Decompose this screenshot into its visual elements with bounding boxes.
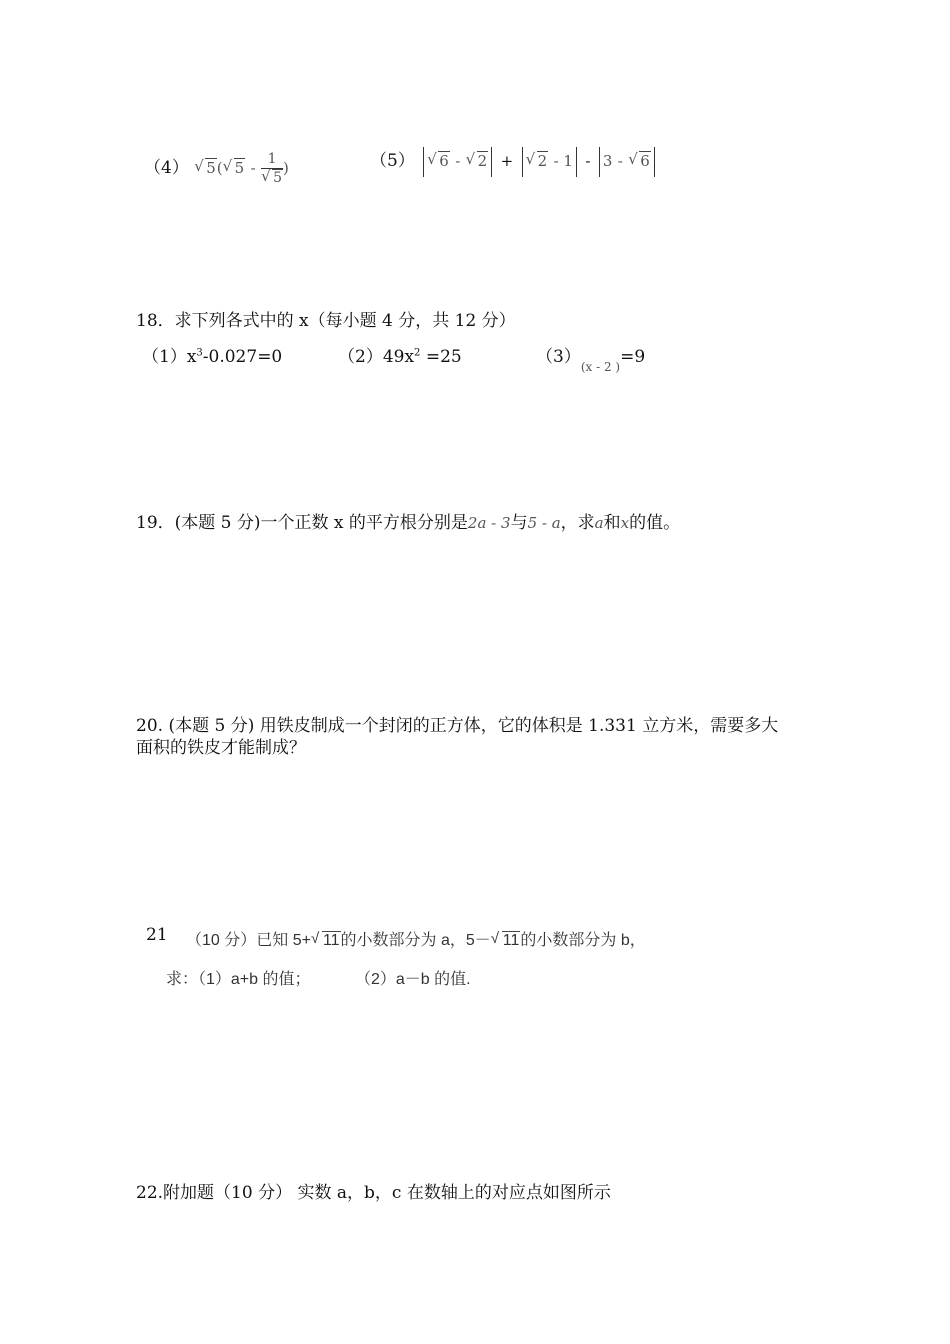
q17-part4-minus: - bbox=[250, 159, 256, 177]
q21-line1 bbox=[186, 927, 646, 950]
q17-part4-label: （4） bbox=[144, 158, 189, 178]
sqrt-6: √ 6 bbox=[628, 152, 651, 170]
q21-line2: 求：（1）a+b 的值； （2）a－b 的值. bbox=[166, 971, 471, 988]
q18-part3 bbox=[536, 342, 646, 374]
sqrt-5-a: √ 5 bbox=[194, 159, 217, 177]
q19-text-a: 19．(本题 5 分)一个正数 x 的平方根分别是 bbox=[136, 513, 468, 533]
q19-text-b: 与 bbox=[510, 513, 528, 533]
q18-part2-rest: =25 bbox=[420, 347, 462, 367]
q18-part1-label: （1）x bbox=[142, 347, 197, 367]
fraction-numerator: 1 bbox=[261, 150, 283, 169]
sqrt-11: √ 11 bbox=[311, 932, 341, 950]
sqrt-6: √ 6 bbox=[427, 152, 450, 170]
q19-var-a: a bbox=[594, 514, 604, 532]
q22-text: 22.附加题（10 分） 实数 a，b，c 在数轴上的对应点如图所示 bbox=[136, 1183, 611, 1203]
three: 3 bbox=[602, 152, 613, 170]
q18-part2-exponent: 2 bbox=[414, 347, 421, 359]
q20-line1: 20. (本题 5 分) 用铁皮制成一个封闭的正方体，它的体积是 1.331 立方米，需要多大 bbox=[136, 716, 779, 736]
q18-part1-exponent: 3 bbox=[196, 347, 203, 359]
q17-part4-close: ) bbox=[283, 159, 289, 177]
q21-text-b: 的小数部分为 a，5－ bbox=[340, 932, 491, 949]
q18-part1 bbox=[142, 342, 282, 367]
sqrt-2: √ 2 bbox=[526, 152, 549, 170]
q18-part3-label: （3） bbox=[536, 347, 581, 367]
q19-text-d: 和 bbox=[603, 513, 621, 533]
minus-sign: - bbox=[585, 152, 591, 170]
q21-text-a: （10 分）已知 5+ bbox=[186, 932, 311, 949]
sqrt-11: √ 11 bbox=[491, 932, 521, 950]
q18-part3-paren: (x - 2 ) bbox=[580, 360, 621, 374]
q18-heading: 18．求下列各式中的 x（每小题 4 分，共 12 分） bbox=[136, 311, 516, 331]
abs-bar bbox=[576, 147, 577, 177]
abs-bar bbox=[654, 147, 655, 177]
minus-sign: - bbox=[617, 152, 623, 170]
q21-number: 21 bbox=[146, 925, 168, 945]
q20-line2: 面积的铁皮才能制成？ bbox=[136, 738, 306, 758]
q18-part1-rest: -0.027=0 bbox=[202, 347, 283, 367]
sqrt-5-b: √ 5 bbox=[223, 159, 246, 177]
q18-part3-rest: =9 bbox=[620, 347, 646, 367]
q19-expr2: 5 - a bbox=[527, 514, 561, 532]
q18-part2 bbox=[338, 342, 462, 367]
minus-sign: - bbox=[455, 152, 461, 170]
q19-expr1: 2a - 3 bbox=[467, 514, 511, 532]
abs-bar bbox=[423, 147, 424, 177]
minus-one: - 1 bbox=[553, 152, 573, 170]
q17-part4 bbox=[144, 150, 289, 187]
q17-part4-open: ( bbox=[216, 159, 223, 177]
q19-text-c: ，求 bbox=[560, 513, 595, 533]
q18-part2-label: （2）49x bbox=[338, 347, 415, 367]
plus-sign: + bbox=[500, 152, 514, 170]
q19-text-e: 的值。 bbox=[629, 513, 681, 533]
q17-part5-label: （5） bbox=[370, 151, 415, 171]
abs-bar bbox=[522, 147, 523, 177]
q19-text bbox=[136, 508, 680, 533]
abs-bar bbox=[599, 147, 600, 177]
q17-part5 bbox=[370, 146, 658, 177]
q19-var-x: x bbox=[620, 514, 630, 532]
sqrt-5-den: √ 5 bbox=[261, 169, 283, 187]
fraction-one-over-sqrt5 bbox=[261, 150, 283, 187]
q21-text-c: 的小数部分为 b， bbox=[520, 932, 646, 949]
sqrt-2: √ 2 bbox=[466, 152, 489, 170]
abs-bar bbox=[491, 147, 492, 177]
